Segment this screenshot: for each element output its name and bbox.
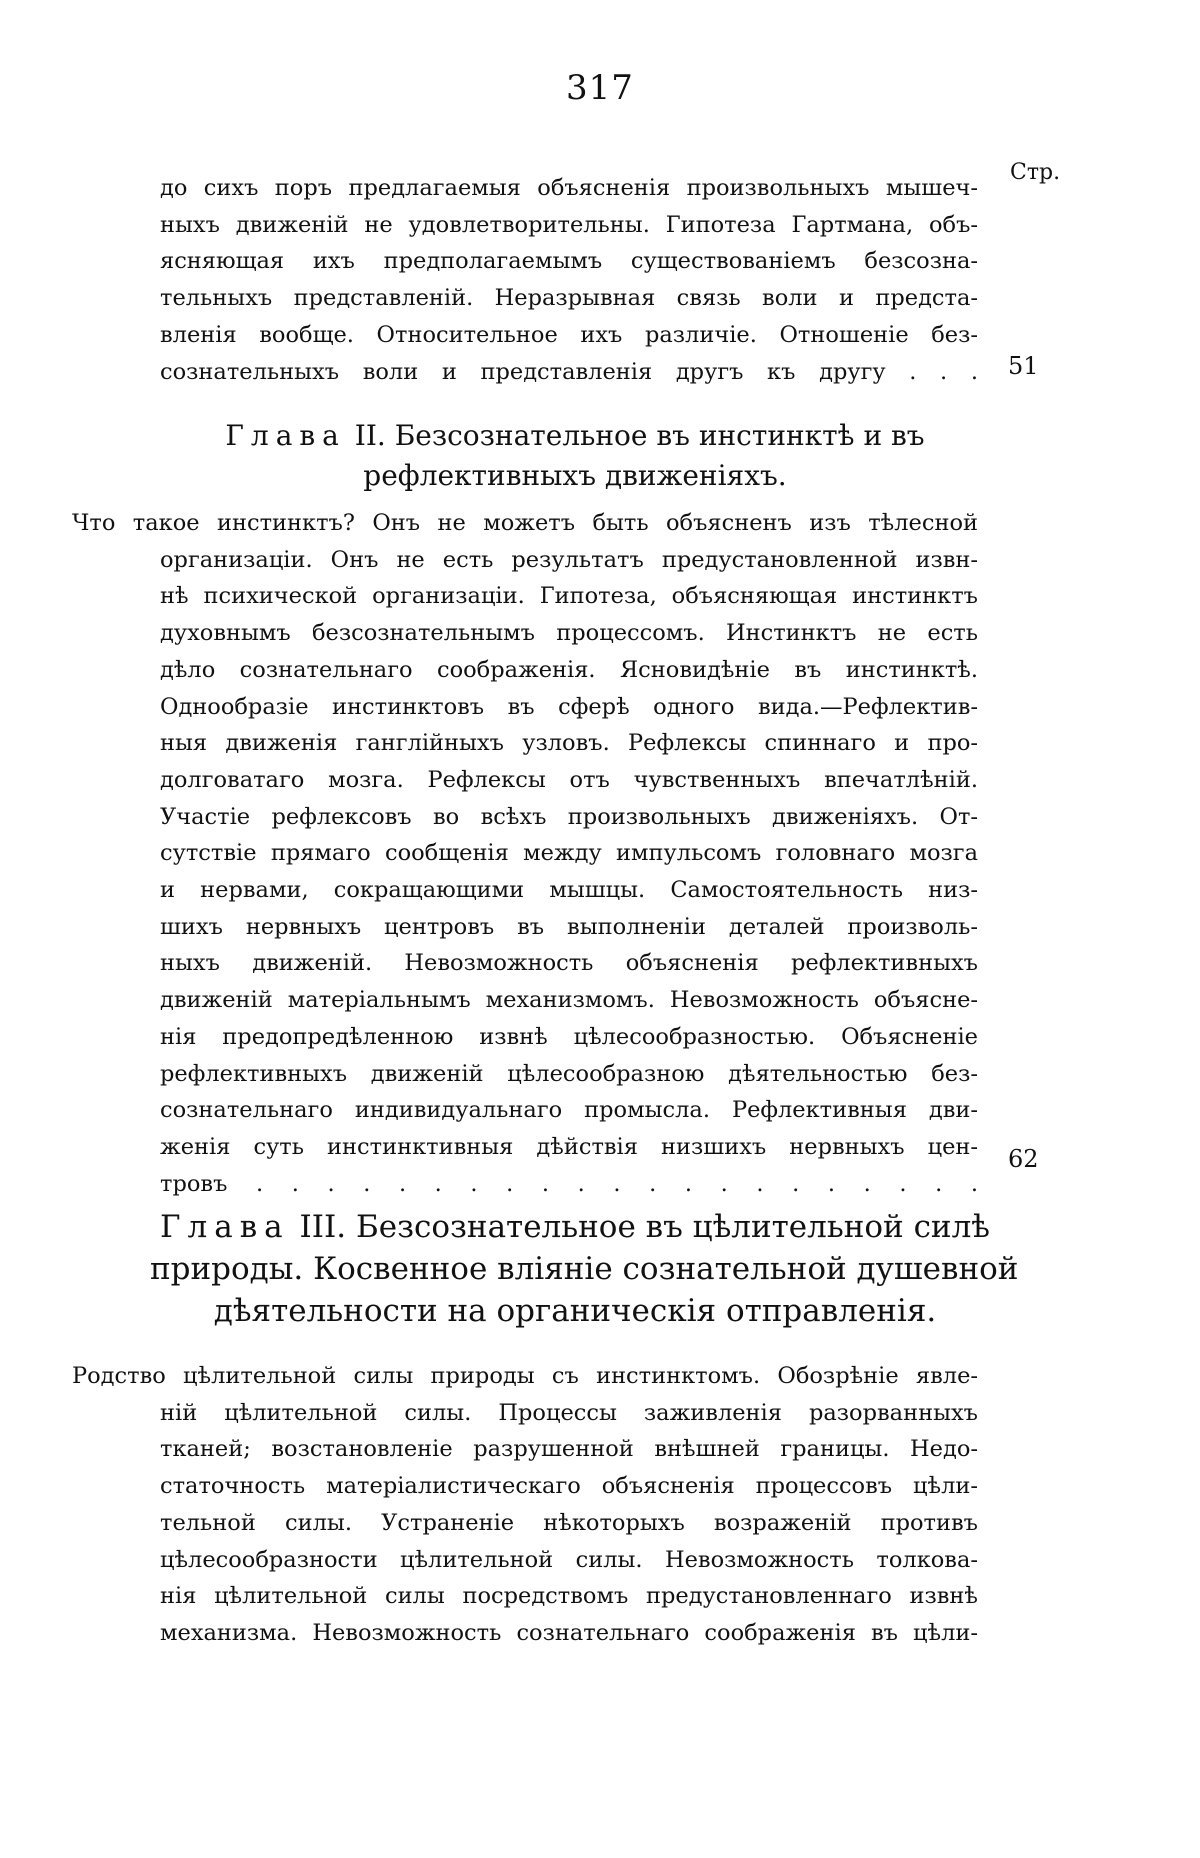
page-number: 317 xyxy=(566,68,634,108)
entry-line: и нервами, сокращающими мышцы. Самостоятельность низ- xyxy=(160,877,978,904)
entry-line: организаціи. Онъ не есть результатъ предустановленной извн- xyxy=(160,546,978,573)
entry-line: статочность матеріалистическаго объясненія процессовъ цѣли- xyxy=(160,1473,978,1500)
toc-entry-chapter-3-summary xyxy=(72,1358,978,1652)
entry-line: ясняющая ихъ предполагаемымъ существованіемъ безсозна- xyxy=(160,248,978,275)
entry-line: шихъ нервныхъ центровъ въ выполненіи деталей произволь- xyxy=(160,913,978,940)
entry-line: тельной силы. Устраненіе нѣкоторыхъ возраженій противъ xyxy=(160,1509,978,1536)
chapter-label: Глава xyxy=(225,419,346,452)
entry-line: нія цѣлительной силы посредствомъ предустановленнаго извнѣ xyxy=(160,1583,978,1610)
page-reference: 62 xyxy=(1008,1145,1039,1173)
entry-line: механизма. Невозможность сознательнаго соображенія въ цѣли- xyxy=(160,1619,978,1646)
entry-line: Однообразіе инстинктовъ въ сферѣ одного вида.—Рефлектив- xyxy=(160,693,978,720)
entry-line: тканей; возстановленіе разрушенной внѣшней границы. Недо- xyxy=(160,1436,978,1463)
entry-line: до сихъ поръ предлагаемыя объясненія произвольныхъ мышеч- xyxy=(160,175,978,201)
entry-line: Родство цѣлительной силы природы съ инстинктомъ. Обозрѣніе явле- xyxy=(72,1363,978,1389)
entry-line: сутствіе прямаго сообщенія между импульсомъ головнаго мозга xyxy=(160,840,978,867)
entry-line: ныхъ движеній не удовлетворительны. Гипотеза Гартмана, объ- xyxy=(160,211,978,238)
entry-line: дѣло сознательнаго соображенія. Ясновидѣніе въ инстинктѣ. xyxy=(160,656,978,683)
entry-line: рефлективныхъ движеній цѣлесообразною дѣятельностью без- xyxy=(160,1060,978,1087)
chapter-title-line: III. Безсознательное въ цѣлительной силѣ xyxy=(299,1209,990,1245)
entry-line: нія предопредѣленною извнѣ цѣлесообразностью. Объясненіе xyxy=(160,1023,978,1050)
chapter-title-line: II. Безсознательное въ инстинктѣ и въ xyxy=(354,419,925,452)
page-column-label: Стр. xyxy=(1010,160,1061,185)
toc-entry-chapter-1-summary xyxy=(160,170,978,390)
entry-line: вленія вообще. Относительное ихъ различіе. Отношеніе без- xyxy=(160,321,978,348)
entry-line: ныхъ движеній. Невозможность объясненія рефлективныхъ xyxy=(160,950,978,977)
chapter-title-line: дѣятельности на органическія отправленія. xyxy=(213,1293,937,1329)
entry-line: тровъ . . . . . . . . . . . . . . . . . . . . . xyxy=(160,1170,978,1197)
entry-line: Что такое инстинктъ? Онъ не можетъ быть объясненъ изъ тѣлесной xyxy=(72,510,978,536)
entry-line: духовнымъ безсознательнымъ процессомъ. Инстинктъ не есть xyxy=(160,620,978,647)
page-reference: 51 xyxy=(1008,352,1039,380)
entry-line: долговатаго мозга. Рефлексы отъ чувственныхъ впечатлѣній. xyxy=(160,766,978,793)
entry-line: нѣ психической организаціи. Гипотеза, объясняющая инстинктъ xyxy=(160,583,978,610)
entry-line: женія суть инстинктивныя дѣйствія низшихъ нервныхъ цен- xyxy=(160,1133,978,1160)
entry-line: тельныхъ представленій. Неразрывная связь воли и предста- xyxy=(160,285,978,312)
entry-line: движеній матеріальнымъ механизмомъ. Невозможность объясне- xyxy=(160,987,978,1014)
chapter-label: Глава xyxy=(160,1209,290,1245)
entry-line: сознательныхъ воли и представленія другъ къ другу . . . xyxy=(160,358,978,385)
entry-line: цѣлесообразности цѣлительной силы. Невозможность толкова- xyxy=(160,1546,978,1573)
entry-line: ній цѣлительной силы. Процессы заживленія разорванныхъ xyxy=(160,1399,978,1426)
chapter-2-heading xyxy=(150,416,1000,496)
chapter-3-heading xyxy=(150,1206,1019,1332)
entry-line: Участіе рефлексовъ во всѣхъ произвольныхъ движеніяхъ. От- xyxy=(160,803,978,830)
toc-entry-chapter-2-summary xyxy=(72,505,978,1202)
entry-line: ныя движенія ганглійныхъ узловъ. Рефлексы спиннаго и про- xyxy=(160,730,978,757)
entry-line: сознательнаго индивидуальнаго промысла. Рефлективныя дви- xyxy=(160,1097,978,1124)
chapter-title-line: рефлективныхъ движеніяхъ. xyxy=(363,459,787,492)
chapter-title-line: природы. Косвенное вліяніе сознательной душевной xyxy=(150,1251,1019,1287)
